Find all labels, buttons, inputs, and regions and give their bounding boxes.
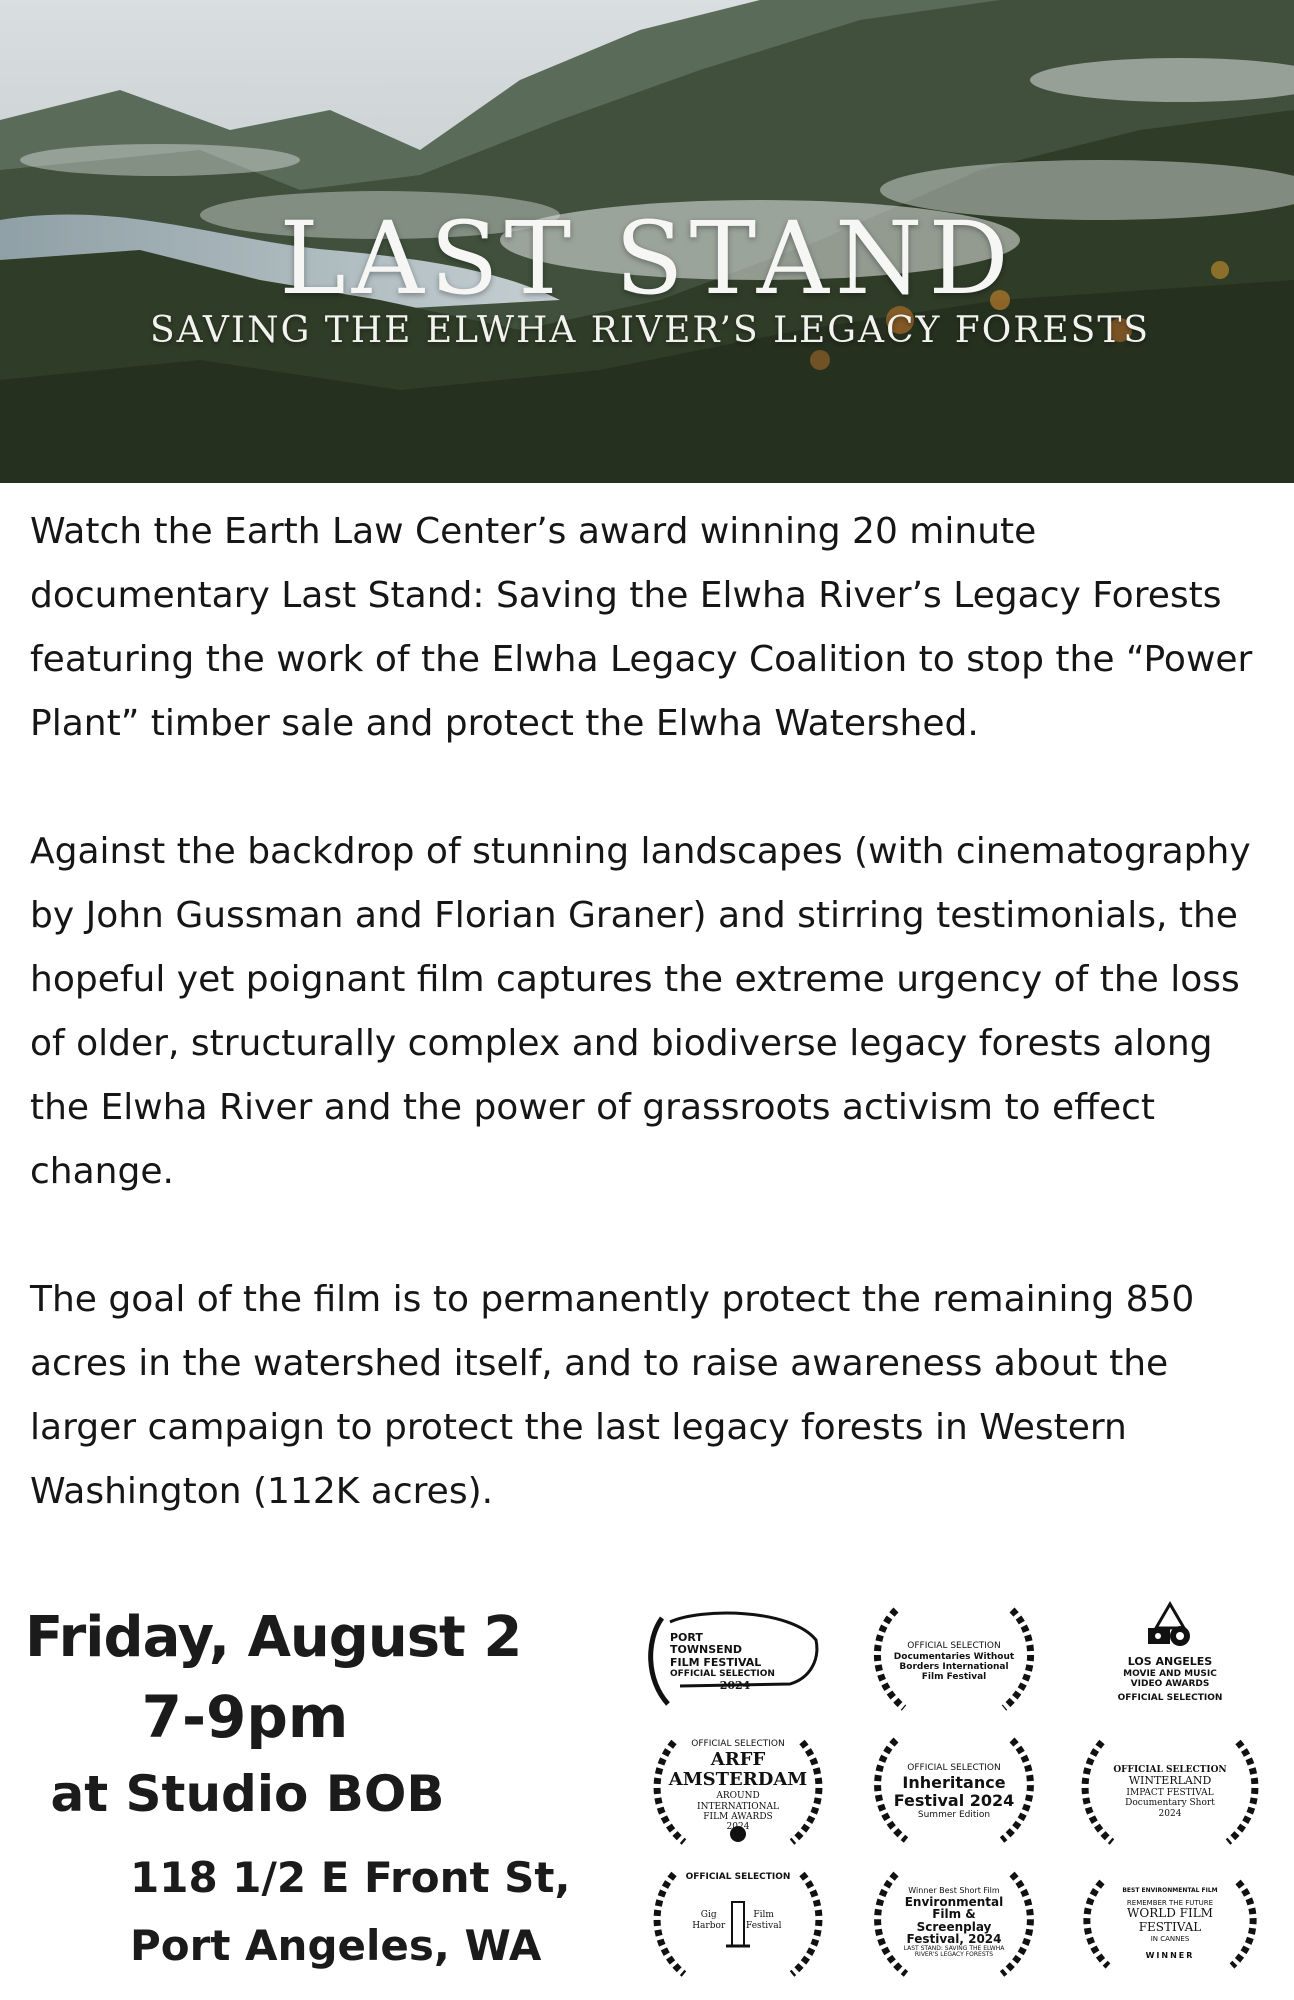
laurel-port-townsend: PORT TOWNSEND FILM FESTIVAL OFFICIAL SELECTION 2024 bbox=[640, 1600, 836, 1720]
festival-laurels bbox=[640, 1600, 1280, 1990]
laurel-environmental-film-screenplay: Winner Best Short Film Environmental Film & Screenplay Festival, 2024 LAST STAND: SAVING THE ELWHA RIVER'S LEGACY FORESTS bbox=[856, 1862, 1052, 1982]
laurel-documentaries-without-borders: OFFICIAL SELECTION Documentaries Without Borders International Film Festival bbox=[856, 1600, 1052, 1720]
laurel-arff-amsterdam: OFFICIAL SELECTION ARFF AMSTERDAM AROUND INTERNATIONAL FILM AWARDS 2024 bbox=[640, 1730, 836, 1850]
laurel-inheritance-festival: OFFICIAL SELECTION Inheritance Festival 2024 Summer Edition bbox=[856, 1730, 1052, 1850]
laurel-world-film-festival: BEST ENVIRONMENTAL FILM REMEMBER THE FUTURE WORLD FILM FESTIVAL IN CANNES WINNER bbox=[1072, 1862, 1268, 1982]
paragraph-intro: Watch the Earth Law Center’s award winning 20 minute documentary Last Stand: Saving the Elwha River’s Legacy Forests featuring the work of the Elwha Legacy Coalition to stop the “Power Plant” timber sale and protect the Elwha Watershed. bbox=[30, 511, 1253, 744]
laurel-winterland-impact: OFFICIAL SELECTION WINTERLAND IMPACT FESTIVAL Documentary Short 2024 bbox=[1072, 1730, 1268, 1850]
event-address-line2: Port Angeles, WA bbox=[130, 1921, 542, 1970]
description bbox=[30, 500, 1264, 1524]
laurel-los-angeles-movie-music-video: LOS ANGELES MOVIE AND MUSIC VIDEO AWARDS OFFICIAL SELECTION bbox=[1072, 1600, 1268, 1720]
paragraph-synopsis: Against the backdrop of stunning landscapes (with cinematography by John Gussman and Florian Graner) and stirring testimonials, the hopeful yet poignant film captures the extreme urgency of the loss of older, structurally complex and biodiverse legacy forests along the Elwha River and the power of grassroots activism to effect change. bbox=[30, 831, 1251, 1192]
event-venue: at Studio BOB bbox=[50, 1765, 445, 1823]
hero-banner bbox=[0, 0, 1294, 483]
event-time: 7-9pm bbox=[141, 1683, 349, 1751]
film-title: LAST STAND bbox=[279, 200, 1015, 317]
film-subtitle: SAVING THE ELWHA RIVER’S LEGACY FORESTS bbox=[149, 310, 1150, 351]
laurel-gig-harbor: OFFICIAL SELECTION Gig Harbor Film Festival bbox=[640, 1862, 836, 1982]
paragraph-goal: The goal of the film is to permanently protect the remaining 850 acres in the watershed itself, and to raise awareness about the larger campaign to protect the last legacy forests in Western Washington (112K acres). bbox=[30, 1279, 1195, 1512]
event-date: Friday, August 2 bbox=[25, 1605, 522, 1670]
event-address-line1: 118 1/2 E Front St, bbox=[130, 1853, 571, 1902]
